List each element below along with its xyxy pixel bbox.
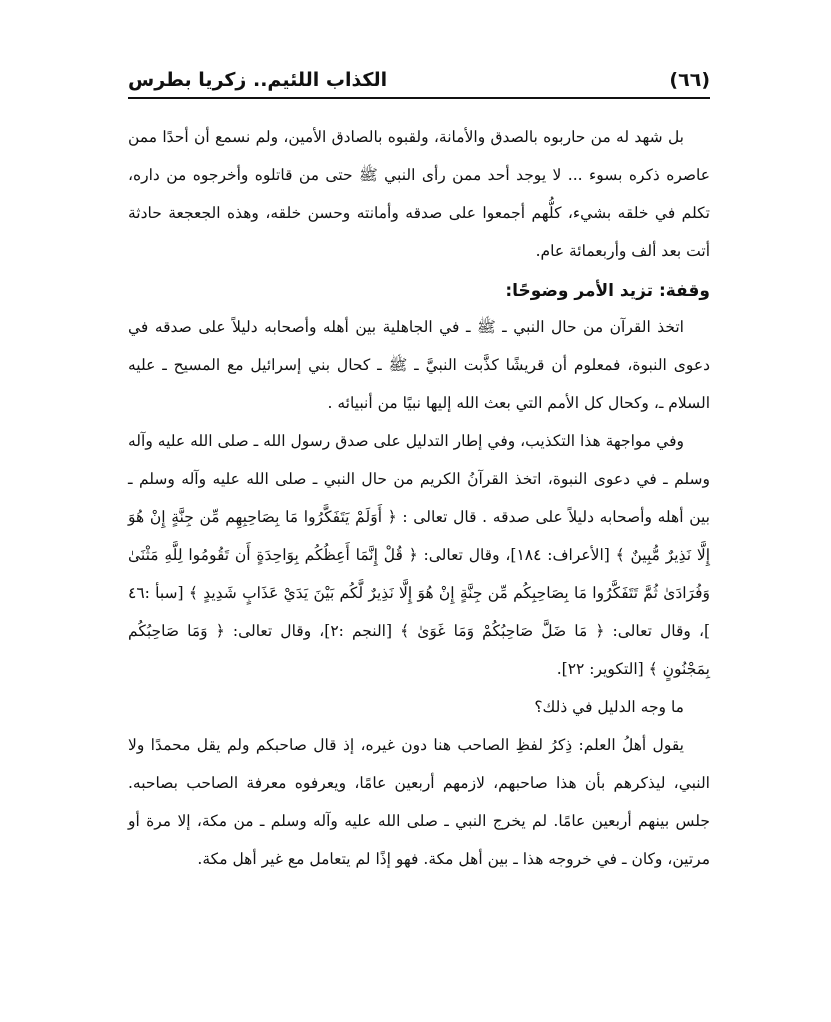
paragraph-1: بل شهد له من حاربوه بالصدق والأمانة، ولقبوه بالصادق الأمين، ولم نسمع أن أحدًا ممن عاصره ذكره بسوء ... لا يوجد أحد ممن رأى النبي ﷺ حتى من قاتلوه وأخرجوه من داره، تكلم في خلقه بشيء، كلُّهم أجمعوا على صدقه وأمانته وحسن خلقه، وهذه الجعجعة حادثة أتت بعد ألف وأربعمائة عام. (128, 128, 710, 260)
paragraph-4: يقول أهلُ العلم: ذِكرُ لفظِ الصاحب هنا دون غيره، إذ قال صاحبكم ولم يقل محمدًا ولا النبي، ليذكرهم بأن هذا صاحبهم، لازمهم أربعين عامًا، ويعرفوه معرفة الصاحب بصاحبه. جلس بينهم أربعين عامًا. لم يخرج النبي ـ صلى الله عليه وآله وسلم ـ من مكة، إلا مرة أو مرتين، وكان ـ في خروجه هذا ـ بين أهل مكة. فهو إذًا لم يتعامل مع غير أهل مكة. (128, 736, 710, 868)
paragraph-2: اتخذ القرآن من حال النبي ـ ﷺ ـ في الجاهلية بين أهله وأصحابه دليلاً على صدقه في دعوى النبوة، فمعلوم أن قريشًا كذَّبت النبيَّ ـ ﷺ ـ كحال بني إسرائيل مع المسيح ـ عليه السلام ـ، وكحال كل الأمم التي بعث الله إليها نبيًا من أنبيائه . (128, 318, 710, 412)
page-body (128, 118, 710, 878)
page-header (128, 66, 710, 96)
paragraph-3: وفي مواجهة هذا التكذيب، وفي إطار التدليل على صدق رسول الله ـ صلى الله عليه وآله وسلم ـ في دعوى النبوة، اتخذ القرآنُ الكريم من حال النبي ـ صلى الله عليه وآله وسلم ـ بين أهله وأصحابه دليلاً على صدقه . قال تعالى : ﴿ أَوَلَمْ يَتَفَكَّرُوا مَا بِصَاحِبِهِم مِّن جِنَّةٍ إِنْ هُوَ إِلَّا نَذِيرٌ مُّبِينٌ ﴾ [الأعراف: ١٨٤]، وقال تعالى: ﴿ قُلْ إِنَّمَا أَعِظُكُم بِوَاحِدَةٍ أَن تَقُومُوا لِلَّهِ مَثْنَىٰ وَفُرَادَىٰ ثُمَّ تَتَفَكَّرُوا مَا بِصَاحِبِكُم مِّن جِنَّةٍ إِنْ هُوَ إِلَّا نَذِيرٌ لَّكُم بَيْنَ يَدَيْ عَذَابٍ شَدِيدٍ ﴾ [سبأ :٤٦ ]، وقال تعالى: ﴿ مَا ضَلَّ صَاحِبُكُمْ وَمَا غَوَىٰ ﴾ [النجم :٢]، وقال تعالى: ﴿ وَمَا صَاحِبُكُم بِمَجْنُونٍ ﴾ [التكوير: ٢٢]. (128, 432, 710, 678)
page-number: (٦٦) (669, 69, 710, 91)
running-title: الكذاب اللئيم.. زكريا بطرس (128, 69, 388, 91)
question-line: ما وجه الدليل في ذلك؟ (534, 698, 684, 716)
section-heading: وقفة: تزيد الأمر وضوحًا: (505, 281, 710, 301)
header-divider (128, 97, 710, 99)
